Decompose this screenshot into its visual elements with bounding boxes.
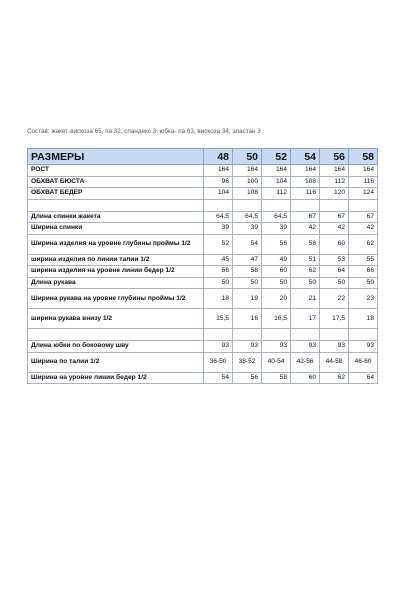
table-cell: 22 <box>320 289 349 309</box>
table-cell <box>291 199 320 211</box>
composition-text: Состав: жакет-вискоза 65, па 32, спандекс 3, юбка- па 63, вискоза 34, эластан 3 <box>27 128 261 135</box>
table-cell: 124 <box>349 188 378 200</box>
table-cell: 112 <box>262 188 291 200</box>
table-cell: 56 <box>262 234 291 254</box>
table-cell: 47 <box>233 254 262 266</box>
table-cell: 93 <box>262 341 291 353</box>
table-cell: 42 <box>349 223 378 235</box>
table-row <box>28 165 378 177</box>
table-cell: 56 <box>233 372 262 384</box>
table-row <box>28 372 378 384</box>
table-spacer-row <box>28 199 378 211</box>
table-row <box>28 309 378 329</box>
table-cell: 50 <box>291 277 320 289</box>
table-cell <box>262 329 291 341</box>
table-cell: 164 <box>349 165 378 177</box>
table-cell: 62 <box>291 266 320 278</box>
table-cell: 17,5 <box>320 309 349 329</box>
table-cell: 58 <box>291 234 320 254</box>
table-cell: 62 <box>349 234 378 254</box>
table-cell: 56 <box>204 266 233 278</box>
table-row <box>28 176 378 188</box>
table-cell: 64,5 <box>233 211 262 223</box>
table-cell <box>291 329 320 341</box>
table-cell: 55 <box>349 254 378 266</box>
table-cell: 50 <box>320 277 349 289</box>
row-label: ширина изделия на уровне линии бедер 1/2 <box>28 266 204 278</box>
table-cell: 50 <box>262 277 291 289</box>
table-cell: 60 <box>291 372 320 384</box>
table-cell <box>233 329 262 341</box>
size-header-cell: 50 <box>233 149 262 165</box>
table-cell: 66 <box>349 266 378 278</box>
table-cell: 19 <box>233 289 262 309</box>
table-cell: 164 <box>204 165 233 177</box>
table-cell: 54 <box>233 234 262 254</box>
table-cell: 16,5 <box>262 309 291 329</box>
table-cell <box>349 199 378 211</box>
table-cell: 23 <box>349 289 378 309</box>
table-row <box>28 211 378 223</box>
table-cell: 67 <box>291 211 320 223</box>
table-row <box>28 277 378 289</box>
table-row <box>28 341 378 353</box>
table-cell: 42-56 <box>291 352 320 372</box>
table-cell: 164 <box>291 165 320 177</box>
table-cell: 93 <box>320 341 349 353</box>
size-header-cell: 48 <box>204 149 233 165</box>
row-label: ширина изделия по линии талии 1/2 <box>28 254 204 266</box>
table-cell: 45 <box>204 254 233 266</box>
table-cell: 93 <box>349 341 378 353</box>
size-header-cell: 52 <box>262 149 291 165</box>
table-cell: 64 <box>349 372 378 384</box>
table-cell: 93 <box>291 341 320 353</box>
table-cell <box>320 329 349 341</box>
row-label <box>28 329 204 341</box>
size-header-cell: 54 <box>291 149 320 165</box>
row-label: Длина юбки по боковому шву <box>28 341 204 353</box>
table-cell: 39 <box>233 223 262 235</box>
table-cell: 104 <box>204 188 233 200</box>
table-cell <box>320 199 349 211</box>
row-label: ОБХВАТ БЮСТА <box>28 176 204 188</box>
table-cell: 42 <box>291 223 320 235</box>
row-label: Ширина рукава на уровне глубины проймы 1/2 <box>28 289 204 309</box>
table-cell: 108 <box>291 176 320 188</box>
table-cell: 54 <box>204 372 233 384</box>
table-row <box>28 352 378 372</box>
table-cell: 120 <box>320 188 349 200</box>
table-cell: 17 <box>291 309 320 329</box>
row-label: Ширина изделия на уровне глубины проймы 1/2 <box>28 234 204 254</box>
table-cell: 93 <box>233 341 262 353</box>
table-cell: 40-54 <box>262 352 291 372</box>
size-table <box>27 148 378 384</box>
table-cell: 52 <box>204 234 233 254</box>
table-cell: 39 <box>262 223 291 235</box>
table-cell: 67 <box>349 211 378 223</box>
row-label: РОСТ <box>28 165 204 177</box>
table-row <box>28 234 378 254</box>
table-cell: 164 <box>320 165 349 177</box>
row-label: ширина рукава внизу 1/2 <box>28 309 204 329</box>
table-cell: 96 <box>204 176 233 188</box>
table-cell: 116 <box>291 188 320 200</box>
row-label: Ширина по талии 1/2 <box>28 352 204 372</box>
table-cell: 93 <box>204 341 233 353</box>
table-cell: 67 <box>320 211 349 223</box>
table-cell: 18 <box>204 289 233 309</box>
table-cell <box>204 199 233 211</box>
table-cell: 64,5 <box>204 211 233 223</box>
table-cell: 50 <box>204 277 233 289</box>
table-cell: 38-52 <box>233 352 262 372</box>
table-cell: 15,5 <box>204 309 233 329</box>
table-cell: 60 <box>262 266 291 278</box>
row-label: Ширина на уровне линии бедер 1/2 <box>28 372 204 384</box>
table-cell: 53 <box>320 254 349 266</box>
row-label: Длина рукава <box>28 277 204 289</box>
table-row <box>28 289 378 309</box>
table-spacer-row <box>28 329 378 341</box>
table-cell: 44-58 <box>320 352 349 372</box>
table-row <box>28 266 378 278</box>
table-cell: 20 <box>262 289 291 309</box>
table-cell: 50 <box>349 277 378 289</box>
table-cell: 49 <box>262 254 291 266</box>
row-label <box>28 199 204 211</box>
table-cell: 21 <box>291 289 320 309</box>
table-cell: 164 <box>262 165 291 177</box>
table-cell <box>204 329 233 341</box>
table-cell: 58 <box>262 372 291 384</box>
table-cell: 50 <box>233 277 262 289</box>
table-cell: 18 <box>349 309 378 329</box>
table-cell <box>262 199 291 211</box>
table-cell: 64,5 <box>262 211 291 223</box>
table-cell: 108 <box>233 188 262 200</box>
table-cell: 51 <box>291 254 320 266</box>
size-header-cell: 56 <box>320 149 349 165</box>
table-cell: 64 <box>320 266 349 278</box>
header-label: РАЗМЕРЫ <box>28 149 204 165</box>
table-cell <box>349 329 378 341</box>
table-cell: 116 <box>349 176 378 188</box>
table-cell: 164 <box>233 165 262 177</box>
table-row <box>28 254 378 266</box>
table-cell: 16 <box>233 309 262 329</box>
table-cell: 62 <box>320 372 349 384</box>
table-row <box>28 188 378 200</box>
row-label: Ширина спинки <box>28 223 204 235</box>
table-header-row <box>28 149 378 165</box>
table-cell: 112 <box>320 176 349 188</box>
table-cell: 104 <box>262 176 291 188</box>
table-cell <box>233 199 262 211</box>
table-cell: 46-60 <box>349 352 378 372</box>
table-cell: 36-50 <box>204 352 233 372</box>
table-row <box>28 223 378 235</box>
table-cell: 60 <box>320 234 349 254</box>
table-cell: 100 <box>233 176 262 188</box>
row-label: ОБХВАТ БЕДЕР <box>28 188 204 200</box>
table-cell: 42 <box>320 223 349 235</box>
table-cell: 39 <box>204 223 233 235</box>
size-header-cell: 58 <box>349 149 378 165</box>
table-cell: 58 <box>233 266 262 278</box>
row-label: Длина спинки жакета <box>28 211 204 223</box>
